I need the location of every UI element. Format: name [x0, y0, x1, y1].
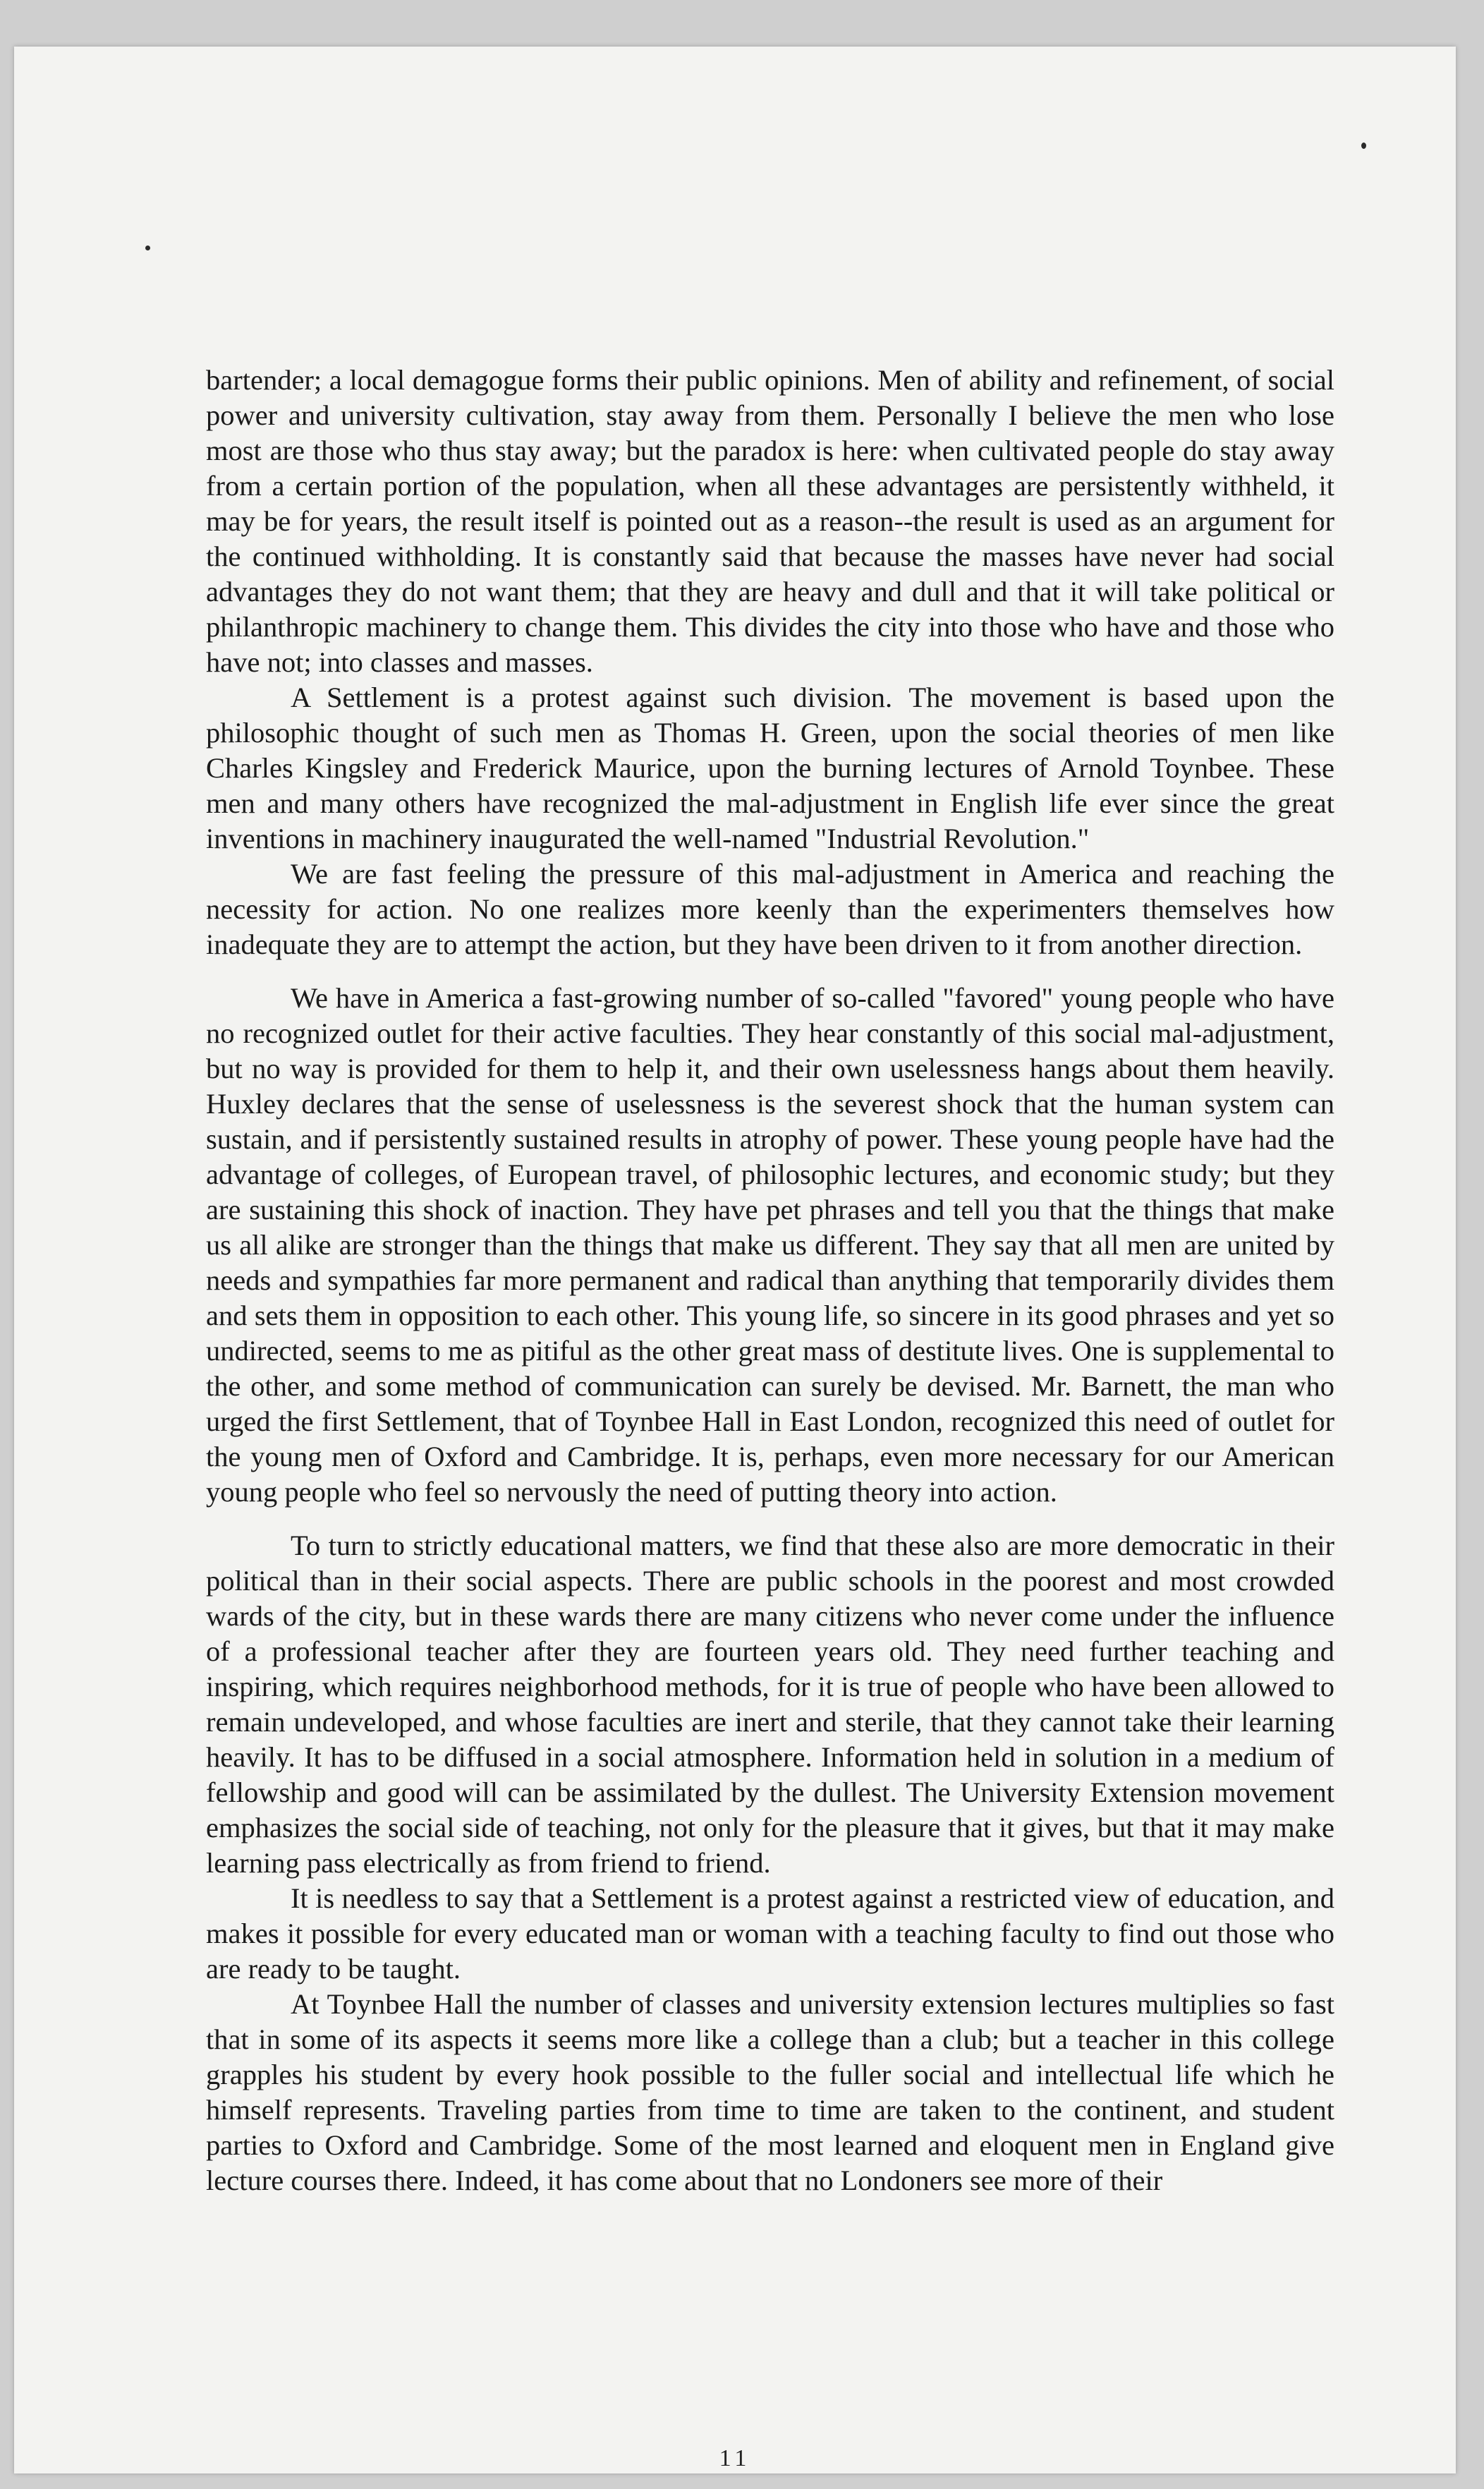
paragraph: bartender; a local demagogue forms their public opinions. Men of ability and refinement, of social power and university cultivation, stay away from them. Personally I believe the men who lose most are those who thus stay away; but the paradox is here: when cultivated people do stay away from a certain portion of the population, when all these advantages are persistently withheld, it may be for years, the result itself is pointed out as a reason--the result is used as an argument for the continued withholding. It is constantly said that because the masses have never had social advantages they do not want them; that they are heavy and dull and that it will take political or philanthropic machinery to change them. This divides the city into those who have and those who have not; into classes and masses.	[206, 364, 1334, 678]
paragraph: It is needless to say that a Settlement is a protest against a restricted view of education, and makes it possible for every educated man or woman with a teaching faculty to find out those who are ready to be taught.	[206, 1882, 1334, 1985]
ink-speck	[145, 246, 150, 250]
body-text	[206, 363, 1334, 2198]
paragraph: A Settlement is a protest against such division. The movement is based upon the philosophic thought of such men as Thomas H. Green, upon the social theories of men like Charles Kingsley and Frederick Maurice, upon the burning lectures of Arnold Toynbee. These men and many others have recognized the mal-adjustment in English life ever since the great inventions in machinery inaugurated the well-named "Industrial Revolution."	[206, 682, 1334, 854]
paragraph: We have in America a fast-growing number of so-called "favored" young people who have no recognized outlet for their active faculties. They hear constantly of this social mal-adjustment, but no way is provided for them to help it, and their own uselessness hangs about them heavily. Huxley declares that the sense of uselessness is the severest shock that the human system can sustain, and if persistently sustained results in atrophy of power. These young people have had the advantage of colleges, of European travel, of philosophic lectures, and economic study; but they are sustaining this shock of inaction. They have pet phrases and tell you that the things that make us all alike are stronger than the things that make us different. They say that all men are united by needs and sympathies far more permanent and radical than anything that temporarily divides them and sets them in opposition to each other. This young life, so sincere in its good phrases and yet so undirected, seems to me as pitiful as the other great mass of destitute lives. One is supplemental to the other, and some method of communication can surely be devised. Mr. Barnett, the man who urged the first Settlement, that of Toynbee Hall in East London, recognized this need of outlet for the young men of Oxford and Cambridge. It is, perhaps, even more necessary for our American young people who feel so nervously the need of putting theory into action.	[206, 982, 1334, 1508]
page-number: 11	[719, 2445, 751, 2471]
paragraph: We are fast feeling the pressure of this mal-adjustment in America and reaching the necessity for action. No one realizes more keenly than the experimenters themselves how inadequate they are to attempt the action, but they have been driven to it from another direction.	[206, 858, 1334, 960]
ink-speck	[1361, 143, 1366, 149]
document-page	[14, 47, 1456, 2473]
paragraph: At Toynbee Hall the number of classes and university extension lectures multiplies so fast that in some of its aspects it seems more like a college than a club; but a teacher in this college grapples his student by every hook possible to the fuller social and intellectual life which he himself represents. Traveling parties from time to time are taken to the continent, and student parties to Oxford and Cambridge. Some of the most learned and eloquent men in England give lecture courses there. Indeed, it has come about that no Londoners see more of their	[206, 1988, 1334, 2196]
paragraph: To turn to strictly educational matters, we find that these also are more democratic in their political than in their social aspects. There are public schools in the poorest and most crowded wards of the city, but in these wards there are many citizens who never come under the influence of a professional teacher after they are fourteen years old. They need further teaching and inspiring, which requires neighborhood methods, for it is true of people who have been allowed to remain undeveloped, and whose faculties are inert and sterile, that they cannot take their learning heavily. It has to be diffused in a social atmosphere. Information held in solution in a medium of fellowship and good will can be assimilated by the dullest. The University Extension movement emphasizes the social side of teaching, not only for the pleasure that it gives, but that it may make learning pass electrically as from friend to friend.	[206, 1530, 1334, 1879]
